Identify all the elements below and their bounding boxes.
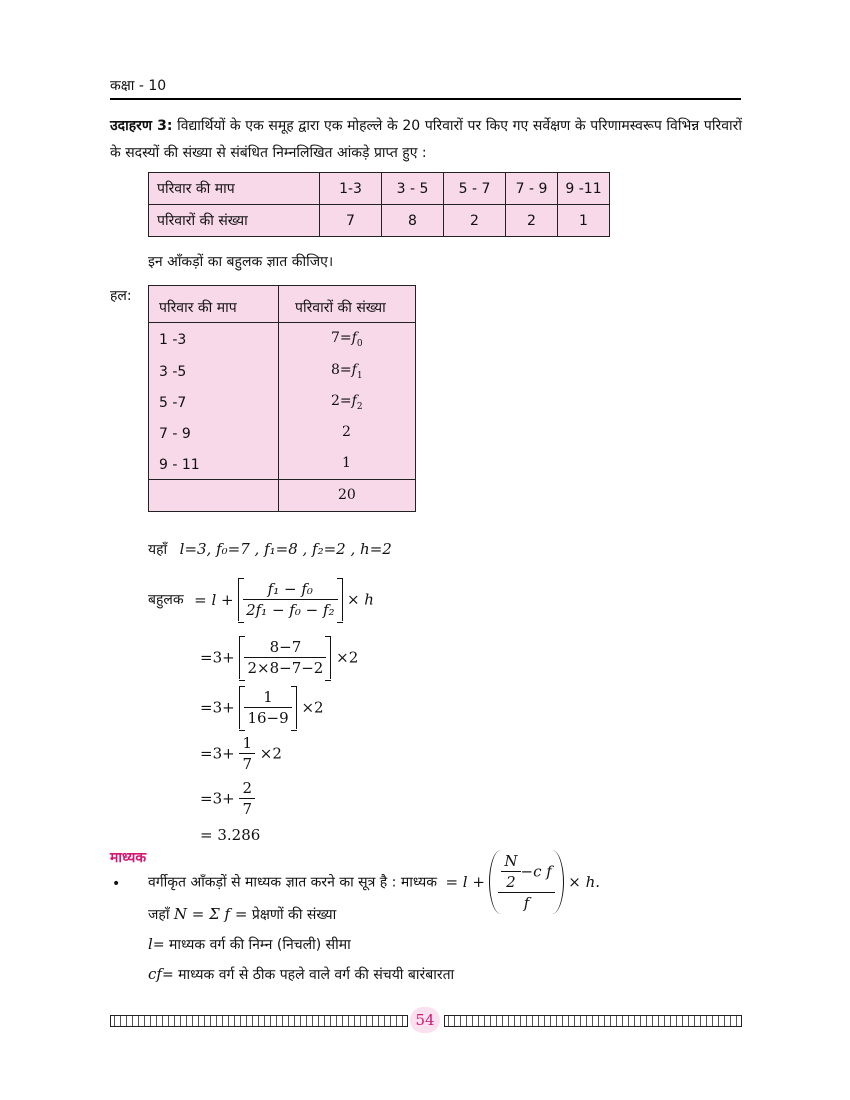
fraction-denominator: 7 (242, 800, 253, 818)
step-prefix: =3+ (200, 698, 235, 717)
range-cell: 3 -5 (159, 364, 187, 380)
solution-table (148, 285, 416, 512)
mode-label: बहुलक (148, 592, 184, 608)
step-2 (200, 686, 324, 729)
range-cell: 5 -7 (159, 395, 187, 411)
step-bracket (239, 636, 331, 679)
table-row-counts (149, 205, 610, 237)
row-label: परिवारों की संख्या (149, 205, 320, 237)
given-values (148, 540, 392, 559)
median-paren (489, 850, 563, 914)
definition-n (148, 905, 336, 924)
definition-text: प्रेक्षणों की संख्या (251, 907, 337, 923)
data-table (148, 172, 610, 237)
formula-fraction (243, 580, 337, 619)
range-cell: 7 - 9 (159, 426, 191, 442)
page-footer (110, 1013, 741, 1027)
step-1 (200, 636, 358, 679)
definition-math: l (148, 935, 153, 953)
step-prefix: =3+ (200, 648, 235, 667)
fraction-numerator: 1 (244, 688, 291, 708)
table-row-sizes (149, 173, 610, 205)
step-fraction (239, 734, 255, 773)
fraction-numerator: 1 (239, 734, 255, 754)
definition-text: = माध्यक वर्ग की निम्न (निचली) सीमा (152, 937, 351, 953)
example-label: उदाहरण 3: (110, 118, 173, 134)
total-cell: 20 (338, 487, 356, 503)
definition-prefix: जहाँ (148, 907, 170, 923)
fraction-denominator: 7 (242, 755, 253, 773)
median-formula-text: वर्गीकृत आँकड़ों से माध्यक ज्ञात करने का सूत्र है : माध्यक (148, 874, 437, 891)
count-cell: 8 (382, 205, 444, 237)
definition-l (148, 935, 351, 954)
mode-formula (148, 578, 374, 621)
inner-fraction (501, 852, 520, 891)
definition-cf (148, 965, 454, 984)
total-divider (149, 479, 415, 480)
range-cell: 1-3 (320, 173, 382, 205)
count-cell: $7=f_0$ (331, 330, 363, 349)
range-cell: 9 - 11 (159, 457, 200, 473)
solution-label: हल: (110, 288, 132, 304)
step-prefix: =3+ (200, 789, 235, 808)
header-divider (149, 322, 415, 323)
step-fraction (244, 638, 326, 677)
fraction-denominator: 2f₁ − f₀ − f₂ (246, 601, 335, 619)
fraction-numerator: f₁ − f₀ (243, 580, 337, 600)
definition-math: cf (148, 965, 162, 983)
fraction-denominator: 16−9 (247, 709, 289, 727)
header-rule (110, 98, 741, 100)
inner-numerator: N (501, 852, 520, 872)
range-cell: 9 -11 (558, 173, 610, 205)
definition-text: = माध्यक वर्ग से ठीक पहले वाले वर्ग की संचयी बारंबारता (161, 967, 455, 983)
inner-denominator: 2 (506, 873, 516, 891)
formula-lhs: = l + (445, 873, 485, 891)
given-prefix: यहाँ (148, 542, 168, 558)
step-suffix: ×2 (336, 648, 359, 667)
count-cell: 1 (558, 205, 610, 237)
step-fraction (239, 779, 255, 818)
count-cell: $8=f_1$ (331, 362, 363, 381)
example-intro (110, 113, 742, 167)
median-heading: माध्यक (110, 850, 147, 866)
given-expression: l=3, f₀=7 , f₁=8 , f₂=2 , h=2 (179, 540, 392, 558)
range-cell: 3 - 5 (382, 173, 444, 205)
range-cell: 5 - 7 (444, 173, 506, 205)
step-3 (200, 734, 282, 773)
count-cell: $2=f_2$ (331, 393, 363, 412)
count-cell: 2 (506, 205, 558, 237)
outer-denominator: f (523, 894, 530, 912)
footer-border-left (110, 1015, 408, 1027)
step-fraction (244, 688, 291, 727)
times-h: × h. (568, 873, 601, 891)
bullet: • (112, 876, 121, 892)
step-suffix: ×2 (259, 744, 282, 763)
mode-result: = 3.286 (200, 826, 261, 844)
count-cell: 2 (444, 205, 506, 237)
count-cell: 7 (320, 205, 382, 237)
column-divider (278, 286, 279, 511)
step-prefix: =3+ (200, 744, 235, 763)
fraction-denominator: 2×8−7−2 (247, 659, 324, 677)
header-left: परिवार की माप (159, 300, 237, 316)
step-bracket (239, 686, 296, 729)
page-number: 54 (410, 1007, 440, 1033)
row-label: परिवार की माप (149, 173, 320, 205)
times-h: × h (346, 590, 374, 609)
footer-border-right (444, 1015, 742, 1027)
count-cell: 2 (342, 424, 351, 440)
formula-bracket (238, 578, 342, 621)
definition-math: N = Σ f = (173, 905, 248, 923)
question-text: इन आँकड़ों का बहुलक ज्ञात कीजिए। (148, 254, 334, 270)
fraction-numerator: 2 (239, 779, 255, 799)
outer-numerator (498, 852, 554, 893)
class-header: कक्षा - 10 (110, 78, 167, 94)
range-cell: 7 - 9 (506, 173, 558, 205)
range-cell: 1 -3 (159, 332, 187, 348)
step-suffix: ×2 (301, 698, 324, 717)
header-right: परिवारों की संख्या (295, 300, 386, 316)
minus-cf: −c f (520, 862, 552, 881)
fraction-numerator: 8−7 (244, 638, 326, 658)
formula-lhs: = l + (194, 590, 234, 609)
outer-fraction (498, 852, 554, 912)
count-cell: 1 (342, 455, 351, 471)
example-text: विद्यार्थियों के एक समूह द्वारा एक मोहल्ले के 20 परिवारों पर किए गए सर्वेक्षण के परिणामस्वरूप विभिन्न परिवारों के सदस्यों की संख्या से संबंधित निम्नलिखित आंकड़े प्राप्त हुए : (110, 118, 742, 161)
step-4 (200, 779, 255, 818)
